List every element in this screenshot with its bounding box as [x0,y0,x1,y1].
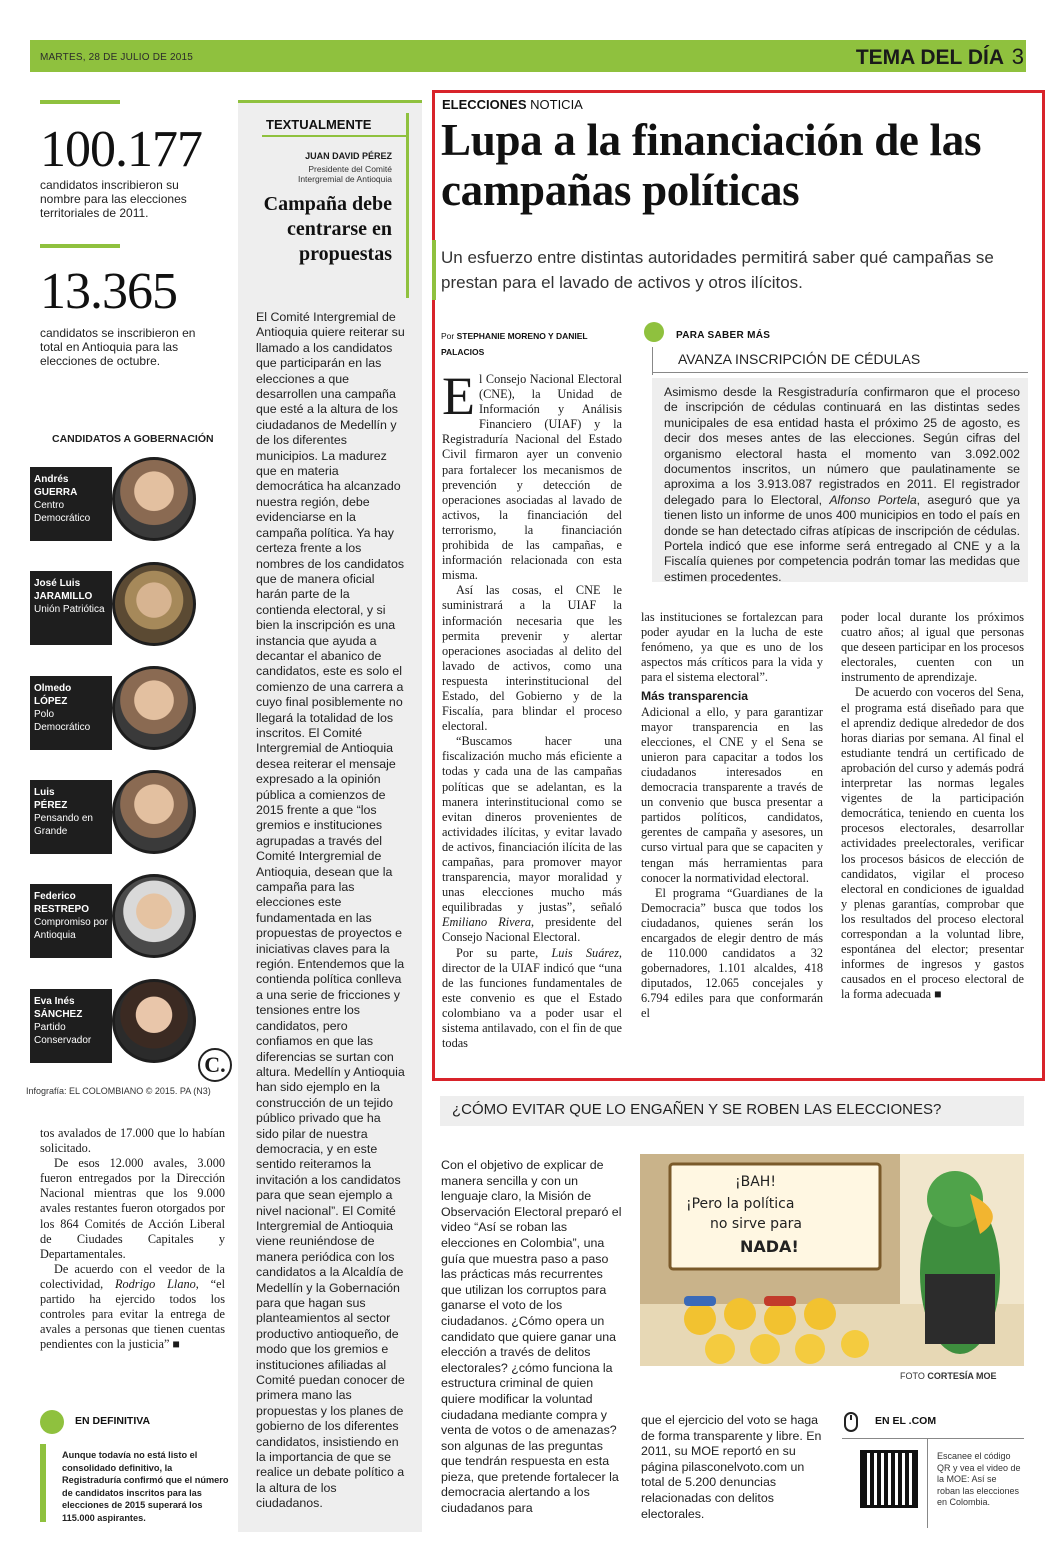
candidate-photo [112,979,196,1063]
article-column-1: El Consejo Nacional Electoral (CNE), la Unidad de Información y Análisis Financiero (UIAF) y la Registraduría Nacional del Estado Civil firmaron ayer un convenio para fortalecer los mecanismos de prevención y detección de operaciones asociadas al lavado de activos, la financiación del terrorismo, la financiación prohibida de las campañas, e información relacionada con esta misma. Así las cosas, el CNE le suministrará a la UIAF la información necesaria que les permita prevenir y alertar operaciones asociadas al delito del lavado de activos, como una respuesta interinstitucional del Estado, del Gobierno y de la Fiscalía, para blindar el proceso electoral. “Buscamos hacer una fiscalización mucho más eficiente a todas y cada una de las campañas políticas que se adelantan, es la manera interinstitucional como se evitan dineros provenientes de actividades ilícitas, y evitar lavado de activos, financiación ilícita de las campañas, para promover mayor transparencia, mayor moralidad y unas elecciones mucho más equilibradas y justas”, señaló Emiliano Rivera, presidente del Consejo Nacional Electoral. Por su parte, Luis Suárez, director de la UIAF indicó que “una de las funciones fundamentales de este convenio es que el Estado colombiano va a poder usar el sistema antilavado, con el fin de que todas [442,366,622,1051]
section-title: TEMA DEL DÍA [855,46,1004,69]
box-rule [652,372,1028,373]
cartoon-text: NADA! [740,1237,799,1256]
textualmente-rule [238,100,422,103]
candidates-heading: CANDIDATOS A GOBERNACIÓN [52,433,214,445]
para-saber-mas-title: PARA SABER MÁS [676,330,771,341]
photo-credit: FOTO CORTESÍA MOE [900,1371,997,1381]
qr-code[interactable] [860,1450,918,1508]
textualmente-underline [262,135,406,137]
evitar-body-continued: que el ejercicio del voto se haga de forma transparente y libre. En 2011, su MOE reportó en su página pilasconelvoto.com un total de 5.200 denuncias relacionadas con delitos electorales. [641,1413,822,1521]
stat-rule [40,100,120,104]
issue-date: MARTES, 28 DE JULIO DE 2015 [40,52,194,63]
en-el-com-text: Escanee el código QR y vea el video de la MOE: Así se roban las elecciones en Colombia. [937,1451,1021,1507]
infographic-credit: Infografía: EL COLOMBIANO © 2015. PA (N3) [26,1086,211,1096]
candidate-photo [112,457,196,541]
moe-cartoon [640,1154,1024,1366]
article-column-3: poder local durante los próximos cuatro años; al igual que personas que deseen participar en los procesos electorales, cuenten con un instrumento de aprendizaje. De acuerdo con voceros del Sena, el programa está diseñado para que el aprendiz dedique alrededor de dos horas diarias por semana. Al final el estudiante tendrá un certificado de aprobación del curso y además podrá interpretar las normas legales vigentes de la participación democrática, teniendo en cuenta los procesos electorales, desarrollar actividades preelectorales, verificar los procesos básicos de elección de candidatos, vigilar el proceso electoral en condiciones de igualdad y plenas garantías, comprobar que los resultados del proceso electoral correspondan a la voluntad libre, espontánea del elector; presentar informes de ingresos y gastos causados en el proceso electoral de la forma adecuada ■ [841,610,1024,1002]
article-headline: Lupa a la financiación de las campañas políticas [441,115,982,215]
evitar-title: ¿CÓMO EVITAR QUE LO ENGAÑEN Y SE ROBEN LAS ELECCIONES? [452,1101,942,1118]
cartoon-text: ¡BAH! [735,1174,776,1190]
summary-icon [40,1410,64,1434]
en-definitiva-bar [40,1444,46,1522]
box-bracket [652,347,653,375]
summary-rule [432,240,436,300]
stat-rule [40,244,120,248]
article-byline: Por STEPHANIE MORENO Y DANIEL PALACIOS [441,331,588,357]
evitar-body: Con el objetivo de explicar de manera sencilla y con un lenguaje claro, la Misión de Observación Electoral preparó el video “Así se roban las elecciones en Colombia”, una guía que muestra paso a paso las prácticas más recurrentes que utilizan los corruptos para ganarse el voto de los ciudadanos. ¿Cómo opera un candidato que quiere ganar una elección a través de delitos electorales? ¿cómo funciona la estructura criminal de quien quiere modificar la voluntad ciudadana mediante compra y venta de votos o de amenazas? son algunas de las preguntas que tendrán respuesta en esta pieza, que pretende fortalecer la democracia alertando a los ciudadanos para [441,1158,622,1516]
candidate-label: Andrés GUERRA Centro Democrático [30,467,112,541]
textualmente-body: El Comité Intergremial de Antioquia quiere reiterar su llamado a los candidatos que participarán en las elecciones a que desarrollen una campaña que esté a la altura de los ciudadanos de Medellín y de los diferentes municipios. La madurez que en materia democrática ha alcanzado nuestra región, debe evidenciarse en la campaña política. Ya hay certeza frente a los nombres de los candidatos que de manera oficial harán parte de la contienda electoral, y si bien la inscripción es una instancia que ayuda a decantar el abanico de candidatos, este es solo el comienzo de una carrera a cuyo final posiblemente no llegará la totalidad de los inscritos. El Comité Intergremial de Antioquia desea reiterar el mensaje expresado a la opinión pública a comienzos de 2015 frente a que “los gremios e instituciones agrupadas a través del Comité Intergremial de Antioquia, desean que la campaña para las elecciones este fundamentada en las propuestas de proyectos e iniciativas claves para la región. Entendemos que la contienda política conlleva a una serie de fricciones y tensiones entre los candidatos, pero confiamos en que las diferencias se surtan con altura. Medellín y Antioquia han sido ejemplo en la construcción de un tejido público privado que ha sido pilar de nuestra democracia, y en este sentido reiteramos la invitación a los candidatos para que sean ejemplo a nivel nacional”. El Comité Intergremial de Antioquia viene reuniéndose de manera periódica con los candidatos a la Alcaldía de Medellín y la Gobernación para que hagan sus planteamientos al sector productivo antioqueño, de modo que los gremios e instituciones afiliadas al Comité puedan conocer de primera mano las propuestas y los planes de gobierno de los diferentes candidatos, insistiendo en la importancia de que se realice un debate político a la altura de los ciudadanos. [256,310,405,1511]
el-colombiano-logo: C. [198,1048,232,1082]
textualmente-label: TEXTUALMENTE [266,117,372,132]
en-definitiva-text: Aunque todavía no está listo el consolidado definitivo, la Registraduría confirmó que el número de candidatos inscritos para las elecciones de 2015 superará los 115.000 aspirantes. [62,1450,229,1523]
page-number: 3 [1011,44,1024,69]
candidate-photo [112,666,196,750]
article-continuation: tos avalados de 17.000 que lo habían solicitado. De esos 12.000 avales, 3.000 fueron entregados por la Dirección Nacional mientras que los 9.000 avales restantes fueron otorgados por los 864 Comités de Acción Liberal de Ciudades Capitales y Departamentales. De acuerdo con el veedor de la colectividad, Rodrigo Llano, “el partido ha ejercido todos los controles para evitar la entrega de avales a personas que tienen cuentas pendientes con la justicia” ■ [40,1126,225,1352]
stat-description: candidatos inscribieron su nombre para las elecciones territoriales de 2011. [40,178,187,220]
textualmente-headline: Campaña debe centrarse en propuestas [263,193,392,265]
stat-description: candidatos se inscribieron en total en Antioquia para las elecciones de octubre. [40,326,196,368]
candidate-label: José Luis JARAMILLO Unión Patriótica [30,571,112,645]
candidate-photo [112,770,196,854]
quote-author: JUAN DAVID PÉREZ [305,151,392,161]
candidate-photo [112,562,196,646]
stat-number: 13.365 [40,263,177,320]
en-el-com-title: EN EL .COM [875,1415,937,1427]
para-saber-mas-subtitle: AVANZA INSCRIPCIÓN DE CÉDULAS [678,351,921,367]
article-column-2: las instituciones se fortalezcan para poder ayudar en la lucha de este fenómeno, ya que es uno de los aspectos más críticos para la vida y para el sistema electoral”. Más transparencia Adicional a ello, y para garantizar mayor transparencia en las elecciones, el CNE y el Sena se unieron para capacitar a todos los ciudadanos interesados en democracia transparente a través de un convenio que busca presentar a partidos políticos, candidatos, gerentes de campaña y asesores, un curso virtual para que se capaciten y tengan más herramientas para conocer la normatividad electoral. El programa “Guardianes de la Democracia” busca que todos los ciudadanos, quienes serán los encargados de elegir dentro de más de 110.000 candidatos a 32 gobernadores, 1.101 alcaldes, 418 diputados, 12.065 concejales y 6.794 ediles para que conformarán el [641,610,823,1021]
para-saber-mas-body: Asimismo desde la Resgistraduría confirmaron que el proceso de inscripción de cédulas continuará en las distintas sedes municipales de esa entidad hasta el próximo 25 de agosto, es decir dos meses antes de las elecciones. Según cifras del organismo electoral hasta el momento van 3.092.002 documentos inscritos, un número que paulatinamente se aproxima a los 3.913.087 registrados en 2011. El registrador delegado para lo Electoral, Alfonso Portela, aseguró que ya tienen listo un informe de unos 400 municipios en todo el país en donde se han detectado cifras atípicas de inscripción de cédulas. Portela indicó que ese informe será entregado al CNE y a la Fiscalía quienes por competencia podrán tomar las medidas que estimen procedentes. [664,385,1021,584]
quote-author-role: Presidente del Comité Intergremial de Antioquia [297,164,392,184]
candidate-label: Federico RESTREPO Compromiso por Antioquia [30,884,112,958]
pin-icon [644,322,664,342]
article-kicker: ELECCIONES NOTICIA [442,97,583,112]
box-rule [842,1438,1024,1439]
cartoon-text: ¡Pero la política [686,1196,795,1212]
cartoon-text: no sirve para [710,1216,802,1232]
candidate-photo [112,874,196,958]
box-bracket [927,1438,928,1528]
article-summary: Un esfuerzo entre distintas autoridades permitirá saber qué campañas se prestan para el lavado de activos y otros ilícitos. [441,248,994,292]
candidate-label: Luis PÉREZ Pensando en Grande [30,780,112,854]
article-subhead: Más transparencia [641,689,749,704]
drop-cap: E [442,366,475,426]
mouse-icon [842,1412,860,1432]
stat-number: 100.177 [40,121,202,178]
en-definitiva-title: EN DEFINITIVA [75,1415,151,1427]
candidate-label: Olmedo LÓPEZ Polo Democrático [30,676,112,750]
candidate-label: Eva Inés SÁNCHEZ Partido Conservador [30,989,112,1063]
textualmente-sideline [406,113,409,298]
